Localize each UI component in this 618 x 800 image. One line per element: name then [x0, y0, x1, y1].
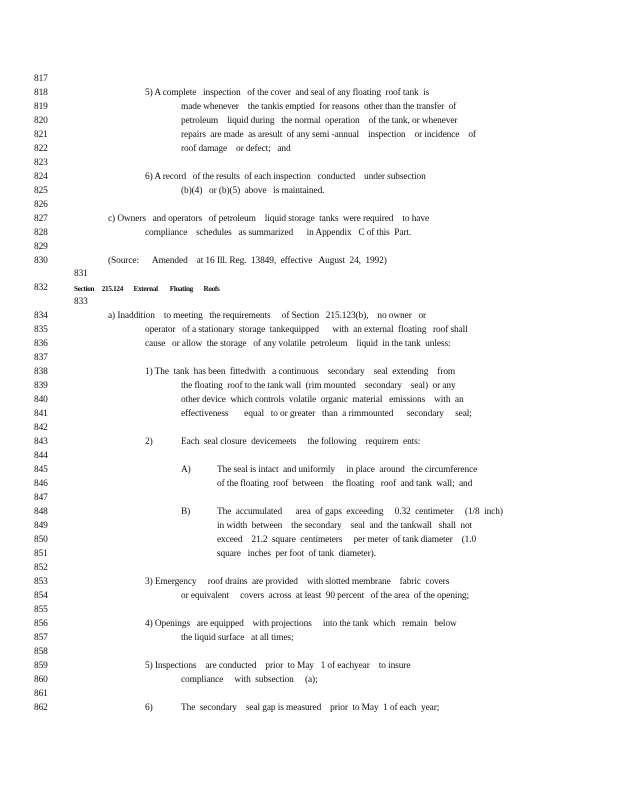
line-number: 828: [34, 228, 48, 238]
text-line: cause or allow the storage of any volatile petroleum liquid in the tank unless:: [145, 339, 451, 349]
text-line: The accumulated area of gaps exceeding 0.32 centimeter (1/8 inch): [217, 507, 503, 517]
line-number: 834: [34, 311, 48, 321]
text-line: 6) A record of the results of each inspection conducted under subsection: [145, 172, 426, 182]
text-line: exceed 21.2 square centimeters per meter of tank diameter (1.0: [217, 535, 477, 545]
line-number: 842: [34, 423, 48, 433]
text-line: operator of a stationary storage tankequipped with an external floating roof shall: [145, 325, 468, 335]
line-number: 845: [34, 465, 48, 475]
text-line: the floating roof to the tank wall (rim mounted secondary seal) or any: [181, 381, 456, 391]
line-number: 820: [34, 116, 48, 126]
text-line: (Source: Amended at 16 Ill. Reg. 13849, effective August 24, 1992): [108, 256, 387, 266]
text-line: Each seal closure devicemeets the following requirem ents:: [181, 437, 421, 447]
text-line: square inches per foot of tank diameter).: [217, 549, 376, 559]
line-number: 837: [34, 353, 48, 363]
text-line: or equivalent covers across at least 90 percent of the area of the opening;: [181, 591, 470, 601]
line-number: 824: [34, 172, 48, 182]
line-number: 833: [74, 297, 88, 307]
text-line: (b)(4) or (b)(5) above is maintained.: [181, 186, 325, 196]
line-number: 849: [34, 521, 48, 531]
text-line: 3) Emergency roof drains are provided with slotted membrane fabric covers: [145, 577, 450, 587]
text-line: effectiveness equal to or greater than a rimmounted secondary seal;: [181, 409, 472, 419]
line-number: 855: [34, 605, 48, 615]
line-number: 861: [34, 689, 48, 699]
line-number: 827: [34, 214, 48, 224]
line-number: 841: [34, 409, 48, 419]
item-label: 2): [145, 437, 153, 447]
line-number: 844: [34, 451, 48, 461]
line-number: 823: [34, 158, 48, 168]
text-line: 1) The tank has been fittedwith a continuous secondary seal extending from: [145, 367, 456, 377]
text-line: the liquid surface at all times;: [181, 633, 294, 643]
line-number: 853: [34, 577, 48, 587]
line-number: 862: [34, 703, 48, 713]
line-number: 838: [34, 367, 48, 377]
line-number: 826: [34, 200, 48, 210]
text-line: c) Owners and operators of petroleum liquid storage tanks were required to have: [108, 214, 430, 224]
item-label: B): [181, 507, 191, 517]
line-number: 846: [34, 479, 48, 489]
text-line: a) Inaddition to meeting the requirements of Section 215.123(b), no owner or: [108, 311, 427, 321]
line-number: 830: [34, 256, 48, 266]
line-number: 840: [34, 395, 48, 405]
text-line: 4) Openings are equipped with projections into the tank which remain below: [145, 619, 457, 629]
text-line: The seal is intact and uniformly in place around the circumference: [217, 465, 478, 475]
line-number: 821: [34, 130, 48, 140]
line-number: 836: [34, 339, 48, 349]
text-line: petroleum liquid during the normal operation of the tank, or whenever: [181, 116, 458, 126]
line-number: 819: [34, 102, 48, 112]
item-label: 6): [145, 703, 153, 713]
line-number: 843: [34, 437, 48, 447]
text-line: 5) A complete inspection of the cover and seal of any floating roof tank is: [145, 88, 430, 98]
line-number: 852: [34, 563, 48, 573]
text-line: made whenever the tankis emptied for reasons other than the transfer of: [181, 102, 457, 112]
text-line: of the floating roof between the floating roof and tank wall; and: [217, 479, 473, 489]
line-number: 822: [34, 144, 48, 154]
line-number: 831: [74, 269, 88, 279]
text-line: roof damage or defect; and: [181, 144, 291, 154]
text-line: The secondary seal gap is measured prior to May 1 of each year;: [181, 703, 440, 713]
line-number: 817: [34, 74, 48, 84]
line-number: 829: [34, 242, 48, 252]
line-number: 851: [34, 549, 48, 559]
line-number: 835: [34, 325, 48, 335]
line-number: 857: [34, 633, 48, 643]
line-number: 818: [34, 88, 48, 98]
text-line: 5) Inspections are conducted prior to May 1 of eachyear to insure: [145, 661, 411, 671]
line-number: 825: [34, 186, 48, 196]
line-number: 859: [34, 661, 48, 671]
text-line: repairs are made as aresult of any semi -annual inspection or incidence of: [181, 130, 476, 140]
line-number: 847: [34, 493, 48, 503]
line-number: 848: [34, 507, 48, 517]
line-number: 854: [34, 591, 48, 601]
line-number: 856: [34, 619, 48, 629]
line-number: 860: [34, 675, 48, 685]
line-number: 839: [34, 381, 48, 391]
section-heading: Section 215.124 External Floating Roofs: [74, 285, 220, 293]
text-line: other device which controls volatile organic material emissions with an: [181, 395, 464, 405]
text-line: in width between the secondary seal and the tankwall shall not: [217, 521, 473, 531]
line-number: 832: [34, 283, 48, 293]
text-line: compliance schedules as summarized in Appendix C of this Part.: [145, 228, 412, 238]
text-line: compliance with subsection (a);: [181, 675, 318, 685]
item-label: A): [181, 465, 191, 475]
line-number: 858: [34, 647, 48, 657]
line-number: 850: [34, 535, 48, 545]
